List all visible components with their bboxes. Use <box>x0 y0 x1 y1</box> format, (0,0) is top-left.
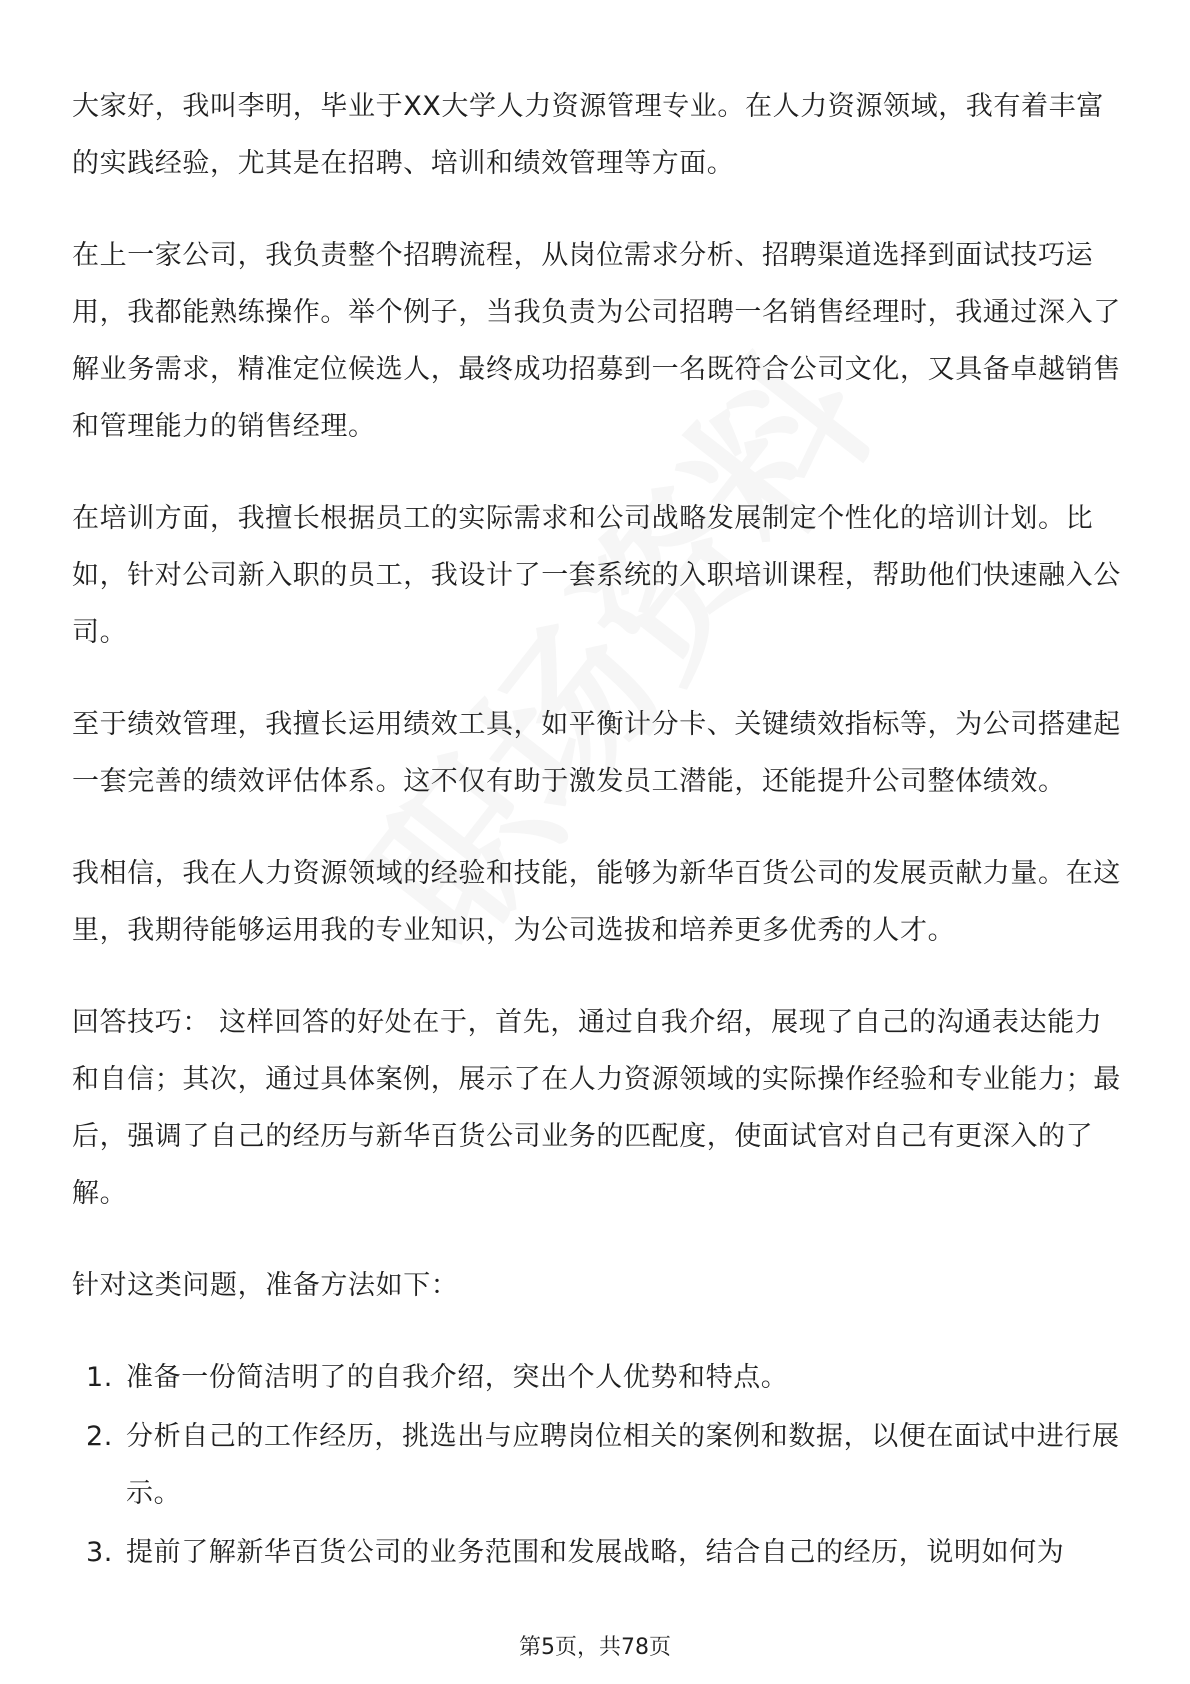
list-item <box>72 1408 1122 1522</box>
paragraph-intro: 大家好，我叫李明，毕业于XX大学人力资源管理专业。在人力资源领域，我有着丰富的实践经验，尤其是在招聘、培训和绩效管理等方面。 <box>72 91 1104 179</box>
paragraph-recruitment: 在上一家公司，我负责整个招聘流程，从岗位需求分析、招聘渠道选择到面试技巧运用，我都能熟练操作。举个例子，当我负责为公司招聘一名销售经理时，我通过深入了解业务需求，精准定位候选人，最终成功招募到一名既符合公司文化，又具备卓越销售和管理能力的销售经理。 <box>72 240 1121 442</box>
paragraph-preparation-intro: 针对这类问题，准备方法如下： <box>72 1270 459 1301</box>
list-item-number: 3. <box>86 1537 113 1568</box>
list-item <box>72 1524 1122 1581</box>
list-item-number: 1. <box>86 1362 113 1393</box>
paragraph-training: 在培训方面，我擅长根据员工的实际需求和公司战略发展制定个性化的培训计划。比如，针对公司新入职的员工，我设计了一套系统的入职培训课程，帮助他们快速融入公司。 <box>72 503 1121 648</box>
paragraph-answer-tips: 回答技巧： 这样回答的好处在于，首先，通过自我介绍，展现了自己的沟通表达能力和自信；其次，通过具体案例，展示了在人力资源领域的实际操作经验和专业能力；最后，强调了自己的经历与新华百货公司业务的匹配度，使面试官对自己有更深入的了解。 <box>72 1007 1121 1209</box>
list-item-text: 提前了解新华百货公司的业务范围和发展战略，结合自己的经历，说明如何为 <box>126 1537 1065 1568</box>
preparation-list <box>72 1349 1122 1581</box>
list-item-text: 分析自己的工作经历，挑选出与应聘岗位相关的案例和数据，以便在面试中进行展示。 <box>126 1421 1120 1509</box>
list-item-number: 2. <box>86 1421 113 1452</box>
list-item <box>72 1349 1122 1406</box>
page-number-footer: 第5页，共78页 <box>519 1635 671 1660</box>
list-item-text: 准备一份简洁明了的自我介绍，突出个人优势和特点。 <box>126 1362 789 1393</box>
paragraph-conclusion: 我相信，我在人力资源领域的经验和技能，能够为新华百货公司的发展贡献力量。在这里，我期待能够运用我的专业知识，为公司选拔和培养更多优秀的人才。 <box>72 858 1121 946</box>
paragraph-performance: 至于绩效管理，我擅长运用绩效工具，如平衡计分卡、关键绩效指标等，为公司搭建起一套完善的绩效评估体系。这不仅有助于激发员工潜能，还能提升公司整体绩效。 <box>72 709 1121 797</box>
document-body <box>72 78 1122 1583</box>
